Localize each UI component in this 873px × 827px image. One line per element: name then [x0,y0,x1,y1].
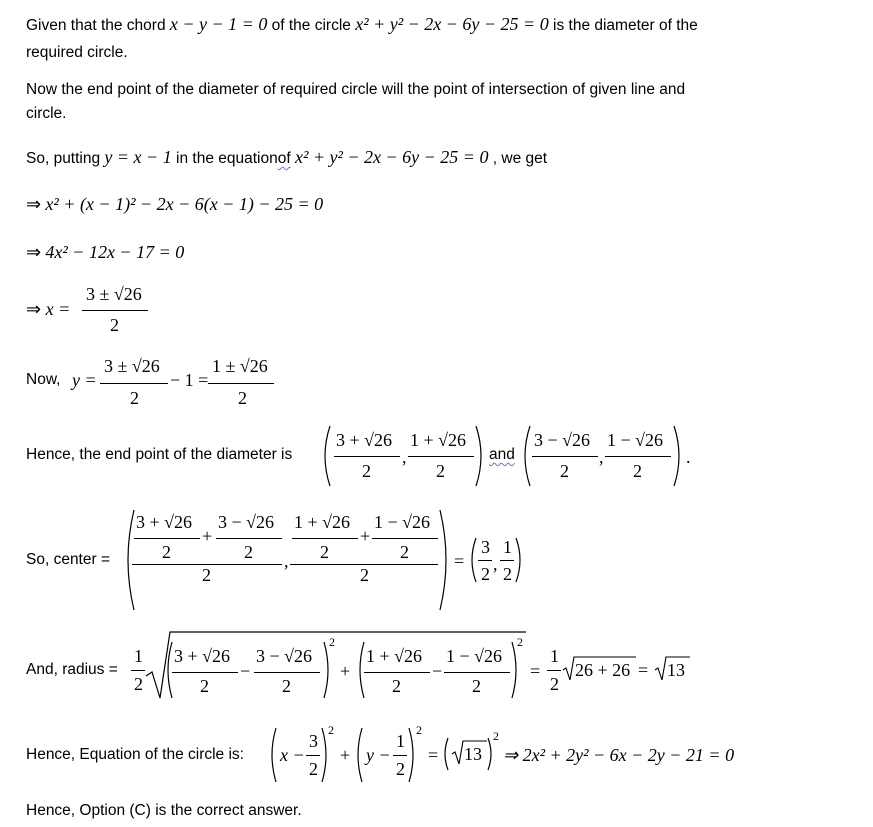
substitution-equation: y = x − 1 [104,147,172,167]
intro-diameter-text: is the diameter of the [553,17,698,34]
radius-a-den: 2 [200,676,209,696]
putting-line [26,146,547,170]
radius-plus: + [340,661,351,681]
center-result-y-den: 2 [503,564,512,584]
center-b-num: 3 − √26 [218,512,275,532]
y-minus-one: − 1 = [170,370,209,390]
putting-prefix: So, putting [26,150,101,167]
intro-given-text: Given that the chord [26,17,166,34]
radius-result: 13 [667,660,685,680]
y-bar-2 [208,383,274,384]
center-plus-1: + [202,526,213,546]
center-result-x-num: 3 [481,537,490,557]
center-result-comma: , [493,554,498,574]
equation-label: Hence, Equation of the circle is: [26,746,244,763]
radius-inner-sum: 26 + 26 [575,660,631,680]
radius-label: And, radius = [26,661,118,678]
radius-first-left-paren [162,640,174,700]
equation-three-bar [306,755,320,756]
equation-one-den: 2 [396,759,405,779]
radius-result-half-den: 2 [550,674,559,694]
equation-final: ⇒ 2x² + 2y² − 6x − 2y − 21 = 0 [503,745,735,765]
radius-first-right-paren [322,640,334,700]
equation-root-left-paren [440,736,450,772]
y-lhs: y = [72,370,97,390]
radius-c-num: 1 + √26 [366,646,423,666]
endpoint-1-right-paren [474,424,488,488]
endpoints-period: . [686,447,691,467]
center-b-bar [216,538,282,539]
step-1 [26,193,323,217]
center-c-den: 2 [320,542,329,562]
center-left-paren [120,508,136,612]
center-result-right-paren [514,536,526,584]
putting-mid: in the equation [176,150,278,167]
center-right-paren [438,508,454,612]
center-a-den: 2 [162,542,171,562]
radius-c-bar [364,672,430,673]
radius-d-den: 2 [472,676,481,696]
center-d-den: 2 [400,542,409,562]
equation-x-part: x − [280,745,305,765]
endpoint-1-x-den: 2 [362,461,371,481]
endpoint-2-x-den: 2 [560,461,569,481]
endpoint-1-y-num: 1 + √26 [410,430,467,450]
endpoint-1-x-bar [334,456,400,457]
endpoints-label: Hence, the end point of the diameter is [26,446,293,463]
endpoint-2-y-bar [605,456,671,457]
x-denominator: 2 [110,315,119,335]
intro-line-2: required circle. [26,44,128,61]
step-3-implies [26,300,70,318]
equation-root13: 13 [464,744,482,764]
equation-y-left-paren [352,726,364,784]
chord-equation: x − y − 1 = 0 [169,14,268,34]
radius-c-den: 2 [392,676,401,696]
equation-one-bar [393,755,407,756]
radius-half-num: 1 [134,646,143,666]
endpoint-1-left-paren [318,424,332,488]
step-1-equation: x² + (x − 1)² − 2x − 6(x − 1) − 25 = 0 [45,194,324,214]
center-result-left-paren [466,536,478,584]
center-equals: = [454,551,465,571]
endpoint-1-x-num: 3 + √26 [336,430,393,450]
radius-b-num: 3 − √26 [256,646,313,666]
center-result-x-den: 2 [481,564,490,584]
equation-y-part: y − [366,745,391,765]
para2-line-1: Now the end point of the diameter of required circle will the point of intersection of given line and [26,81,686,98]
radius-a-bar [172,672,238,673]
radius-second-left-paren [354,640,366,700]
equation-x-left-paren [266,726,278,784]
endpoint-2-x-bar [532,456,598,457]
endpoint-2-y-num: 1 − √26 [607,430,664,450]
endpoint-1-comma: , [402,447,407,467]
y-num-2: 1 ± √26 [212,356,268,376]
y-bar-1 [100,383,168,384]
step-2 [26,241,184,265]
equation-sq-2: 2 [416,723,422,737]
center-result-x-bar [478,560,492,561]
endpoint-2-y-den: 2 [633,461,642,481]
equation-three: 3 [309,731,318,751]
radius-equals-2: = [638,660,649,680]
endpoint-2-comma: , [599,447,604,467]
center-a-num: 3 + √26 [136,512,193,532]
equation-sq-3: 2 [493,729,499,743]
equation-equals: = [428,745,439,765]
center-plus-2: + [360,526,371,546]
radius-result-half-bar [547,670,561,671]
endpoint-2-x-num: 3 − √26 [534,430,591,450]
y-label: Now, [26,371,61,388]
implies-symbol: ⇒ [26,242,42,262]
center-y-den: 2 [360,565,369,585]
putting-of: of [277,150,291,167]
x-lhs: x = [45,299,71,319]
implies-symbol: ⇒ [26,194,42,214]
equation-three-den: 2 [309,759,318,779]
radius-b-den: 2 [282,676,291,696]
radius-a-num: 3 + √26 [174,646,231,666]
endpoint-1-y-den: 2 [436,461,445,481]
center-b-den: 2 [244,542,253,562]
equation-sq-1: 2 [328,723,334,737]
radius-b-bar [254,672,320,673]
equation-one: 1 [396,731,405,751]
conclusion: Hence, Option (C) is the correct answer. [26,802,302,819]
center-d-bar [372,538,438,539]
implies-symbol: ⇒ [26,299,42,319]
y-num-1: 3 ± √26 [104,356,160,376]
para2-line-2: circle. [26,105,67,122]
intro-line-1 [26,13,698,37]
center-c-num: 1 + √26 [294,512,351,532]
step-2-equation: 4x² − 12x − 17 = 0 [45,242,185,262]
endpoint-2-right-paren [672,424,686,488]
center-a-bar [134,538,200,539]
y-den-2: 2 [238,388,247,408]
center-label: So, center = [26,551,111,568]
radius-minus-1: − [240,661,251,681]
y-den-1: 2 [130,388,139,408]
x-fraction-bar [82,310,148,311]
putting-circle-equation: x² + y² − 2x − 6y − 25 = 0 [294,147,489,167]
radius-half-bar [131,670,145,671]
radius-sq-1: 2 [329,635,335,649]
equation-plus: + [340,745,351,765]
circle-equation: x² + y² − 2x − 6y − 25 = 0 [355,14,549,34]
radius-sq-2: 2 [517,635,523,649]
center-c-bar [292,538,358,539]
putting-suffix: , we get [492,150,548,167]
intro-of-circle-text: of the circle [271,17,351,34]
radius-d-num: 1 − √26 [446,646,503,666]
radius-d-bar [444,672,510,673]
endpoint-2-left-paren [518,424,532,488]
radius-equals-1: = [530,661,541,681]
radius-minus-2: − [432,661,443,681]
center-result-y-num: 1 [503,537,512,557]
x-numerator: 3 ± √26 [86,284,142,304]
center-result-y-bar [500,560,514,561]
center-d-num: 1 − √26 [374,512,431,532]
endpoint-1-y-bar [408,456,474,457]
center-comma: , [284,551,289,571]
radius-second-right-paren [510,640,522,700]
center-x-den: 2 [202,565,211,585]
endpoints-and: and [489,446,515,463]
radius-result-half-num: 1 [550,646,559,666]
radius-half-den: 2 [134,674,143,694]
